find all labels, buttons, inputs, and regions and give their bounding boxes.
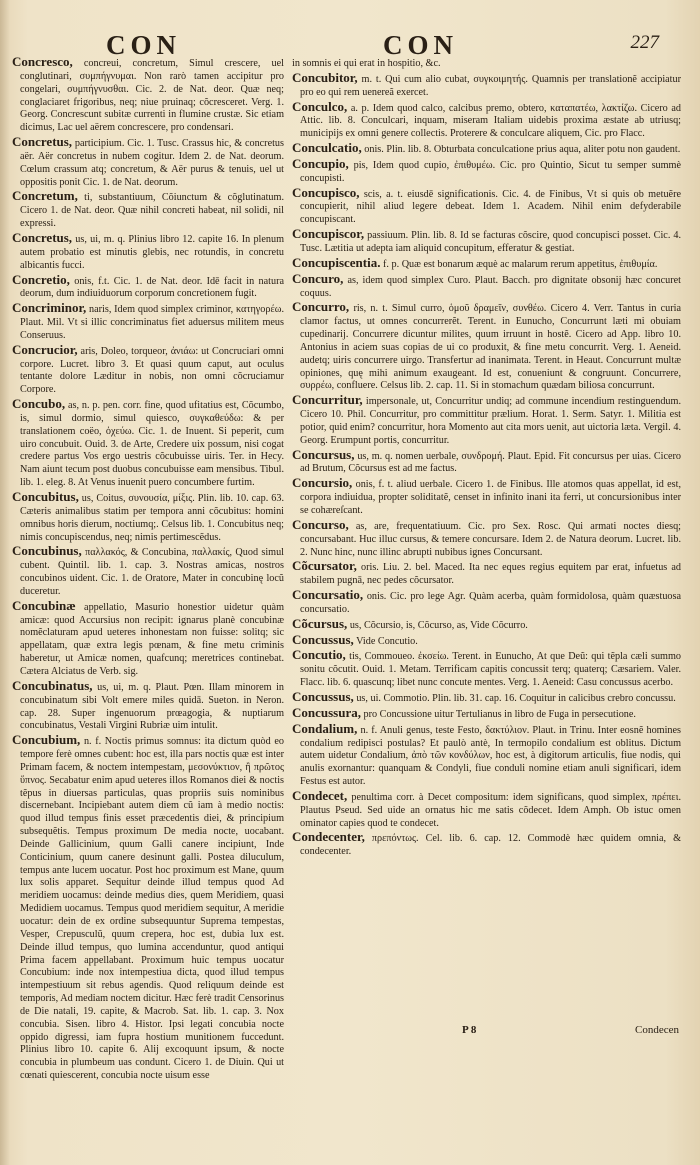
entry-definition: participium. Cic. 1. Tusc. Crassus hic, & concretus aër. Aër concretus in nubem cogitur. Idem 2. de Nat. deorum. Cœlum crassum atq; concretum, & Aër purus & tenuis, uel ut oppositis ponit Cic. 1. de Nat. deorum. [20, 138, 284, 188]
entry-headword: Concursus, [292, 446, 355, 462]
entry-definition: scis, a. t. eiusdē significationis. Cic. 4. de Finibus, Vt si quis ob metuẽre concupierit, nihil aliud legere debeat. Idem 1. Academ. Nihil enim defyderabile concupiscant. [300, 188, 681, 226]
entry-headword: Concutio, [292, 647, 346, 663]
dictionary-entry [12, 302, 284, 343]
dictionary-entry [292, 589, 681, 617]
entry-headword: Concussura, [292, 704, 361, 720]
dictionary-entry [292, 184, 681, 228]
entry-definition: passiuum. Plin. lib. 8. Id se facturas cõscire, quod concupisci posset. Cic. 4. Tusc. Lætitia ut adepta iam aliquid concupitum, efferatur & gestiat. [300, 230, 681, 254]
dictionary-entry [292, 477, 681, 518]
entry-headword: Concurro, [292, 299, 350, 315]
entry-definition: as, idem quod simplex Curo. Plaut. Bacch. pro dignitate obsonij hæc concuret coquus. [300, 274, 681, 299]
entry-headword: Condalium, [292, 720, 358, 736]
entry-definition: oris. Liu. 2. bel. Maced. Ita nec eques regius equitem par erat, infuetus ad stabilem pugnā, nec pedes cõcursator. [300, 562, 681, 587]
dictionary-entry [292, 254, 681, 272]
entry-headword: Concursatio, [292, 587, 364, 603]
dictionary-entry [12, 597, 284, 679]
dictionary-entry [292, 394, 681, 447]
entry-definition: m. t. Qui cum alio cubat, συγκοιμητής. Quamnis per translationẽ accipiatur pro eo qui rem uenereã exercet. [300, 73, 681, 98]
entry-definition: penultima corr. à Decet compositum: idem significans, quod simplex, πρέπει. Plautus Pseud. Sed uide an ornatus hic me satis cõdecet. Idem Amph. Ob istuc omen ominator capies quod te condecet. [300, 791, 681, 829]
entry-headword: Concrucior, [12, 341, 78, 357]
entry-headword: Condecenter, [292, 829, 365, 845]
catchword: Condecen [635, 1024, 679, 1036]
entry-headword: Concupio, [292, 155, 349, 171]
entry-headword: Concretio, [12, 271, 70, 287]
entry-headword: Concretus, [12, 229, 73, 245]
entry-definition: n. f. Anuli genus, teste Festo, δακτύλιον. Plaut. in Trinu. Inter eosnẽ homines condalium redipisci postulas? Et paulò antè, In termopilo condalium est oblitus. Dictum autem uidetur Condalium, ἀπὸ τῶν κονδύλων, hoc est, à digitorum articulis, fiue nodis, qui anulis exornantur: quanquam & Condyli, fiue conduli nomine etiam anuli significari, idem Festus est autor. [300, 724, 681, 788]
dictionary-entry [292, 688, 681, 706]
entry-headword: Concussus, [292, 631, 354, 647]
entry-headword: Concuro, [292, 270, 344, 286]
dictionary-entry [292, 446, 681, 477]
entry-definition: pis, Idem quod cupio, ἐπιθυμέω. Cic. pro Quintio, Sicut tu semper summè concupisti. [300, 159, 681, 184]
dictionary-entry [292, 155, 681, 186]
dictionary-entry [292, 56, 681, 71]
entry-definition: ti, substantiuum, Cõiunctum & cõglutinatum. Cicero 1. de Nat. deor. Quæ nihil concreti habeat, nil solidi, nil expressi. [20, 192, 284, 230]
entry-headword: Concussus, [292, 688, 354, 704]
entry-headword: Concubitus, [12, 489, 79, 504]
dictionary-entry [12, 491, 284, 544]
entry-definition: Vide Concutio. [356, 635, 418, 647]
dictionary-entry [12, 56, 284, 135]
entry-definition: ris, n. t. Simul curro, ὁμοῦ δραμεῖν, συνθέω. Cicero 4. Verr. Tantus in curia clamor factus, ut omnes concurrerẽt. Terent. in Eunucho, Concurrunt læti mi obuiam cupedinarij. Concurrere dicuntur milites, quum irruunt in hostẽ. Cicero ad App. libro 10. Antonius in aciem suas copias de ui co produxit, & fine metu concurrit. Verg. 1. Aeneid. audetq; uiris concurrere uirgo. Transfertur ad inanimata. Terent. in Heaut. Concurrunt multæ opiniones, quę mihi animum exaugeant. Id est, conueniunt & congruunt. Concurrere, συρρέω, confluere. Celsus lib. 2. cap. 11. Si in stomachum quædam biliosa concurrunt. [300, 303, 681, 392]
entry-headword: Conculco, [292, 98, 348, 114]
entry-definition: tis, Commoueo. ἐκσείω. Terent. in Eunucho, At que Deũ: qui tẽpla cæli summo sonitu cõcutit. Ouid. 1. Metam. Terrificam capitis concussit terq; quaterq; Cæsariem. Valer. Flacc. lib. 6. quascunq; libet nunc concute mentes. Verg. 1. Aeneid: Casu concussus acerbo. [300, 651, 681, 689]
entry-headword: Cõcursator, [292, 558, 357, 574]
gutter-shadow [0, 0, 10, 1165]
entry-definition: appellatio, Masurio honestior uidetur quàm amicæ: quod Accursius non recipit: ignarus planè concubinæ nomẽclaturam apud ueteres inhonestam non fuisse: solitq; sic appellatam, quæ extra legis pœnam, & fine metu criminis haberetur, ut Amicæ nomen, quafcunq; meretrices continebat. Cætera Alciatus de Verb. sig. [20, 601, 284, 677]
running-header [0, 26, 700, 60]
entry-definition: us, ui, m. q. Plinius libro 12. capite 16. In plenum autem probatio est minutis glebis, nec rotundis, in concretu albicantis fucci. [20, 233, 284, 271]
left-column [12, 56, 284, 1116]
signature-mark: P 8 [462, 1024, 477, 1036]
dictionary-entry [12, 398, 284, 490]
entry-headword: Concurritur, [292, 392, 363, 408]
entry-headword: Concriminor, [12, 300, 87, 316]
entry-definition: in somnis ei qui erat in hospitio, &c. [292, 58, 441, 69]
entry-headword: Concubo, [12, 396, 66, 412]
dictionary-entry [292, 615, 681, 633]
dictionary-entry [292, 831, 681, 859]
entry-headword: Concretum, [12, 188, 78, 204]
entry-definition: impersonale, ut, Concurritur undiq; ad commune incendium restinguendum. Cicero 10. Phil. Concurritur, pro committitur prælium. Horat. 1. Serm. Satyr. 1. Militia est potior, quid enim? concurritur, hora Momento aut cita mors uenit, aut uictoria læta. Vergil. 4. Georg. Erumpunt portis, concurritur. [300, 396, 681, 446]
entry-headword: Concupiscor, [292, 226, 365, 242]
entry-headword: Condecet, [292, 787, 348, 803]
dictionary-entry [292, 516, 681, 560]
entry-headword: Concubium, [12, 732, 81, 748]
page-footer [292, 1024, 681, 1040]
dictionary-entry [12, 545, 284, 598]
dictionary-entry [292, 228, 681, 256]
entry-definition: pro Concussione uitur Tertulianus in libro de Fuga in persecutione. [363, 708, 636, 720]
entry-definition: us, ui, m. q. Plaut. Pœn. Illam minorem in concubinatum sibi Volt emere miles quidā. Sueton. in Neron. cap. 28. Super ingenuorum prœagogia, & nuptiarum concubinatus, Vestali Virgini Rubriæ uim intulit. [20, 681, 284, 732]
entry-definition: onis, f.t. Cic. 1. de Nat. deor. Idē facit in natura deorum, dum indiuiduorum corporum concretionem fugit. [20, 275, 284, 300]
entry-definition: us, Cõcursio, is, Cõcurso, as, Vide Cõcurro. [349, 619, 528, 631]
entry-headword: Cõcursus, [292, 615, 348, 631]
dictionary-entry [292, 787, 681, 831]
entry-headword: Concupisco, [292, 184, 360, 200]
header-word-right: CON [383, 30, 458, 60]
dictionary-entry [12, 677, 284, 733]
entry-definition: onis. Plin. lib. 8. Obturbata conculcatione prius aqua, aliter potu non gaudent. [364, 144, 681, 156]
entry-definition: a. p. Idem quod calco, calcibus premo, obtero, καταπατέω, λακτίζω. Cicero ad Attic. lib. 8. Conculcari, inquam, miseram Italiam uidebis proxima æstate ab utriusq; municipijs ex omni genere collectis. Proterere & conculcare aliquem, Cic. pro Flacc. [300, 102, 681, 140]
entry-definition: naris, Idem quod simplex criminor, κατηγορέω. Plaut. Mil. Vt si illic concriminatus fiet aduersus militem meus Conseruus. [20, 304, 284, 341]
entry-headword: Concresco, [12, 56, 73, 69]
dictionary-entry [292, 704, 681, 722]
entry-definition: παλλακός, & Concubina, παλλακίς, Quod simul cubent. Quintil. lib. 1. cap. 3. Nostras amicas, nostros concubinos uident. Cic. 1. de Oratore, Mater in concubinę locũ duceretur. [20, 547, 284, 597]
entry-headword: Concretus, [12, 134, 73, 150]
entry-definition: onis, f. t. aliud uerbale. Cicero 1. de Finibus. Ille atomos quas appellat, id est, corpora indiuidua, propter soliditatẽ, censet in infinito inani ita ferri, ut concursionibus inter se cohæreſcant. [300, 479, 681, 516]
right-column [292, 56, 681, 1116]
entry-definition: as, are, frequentatiuum. Cic. pro Sex. Rosc. Qui armati noctes diesq; concursabant. Huc illuc cursus, & temere concursare. Idem 2. de Natura deorum. Lucret. lib. 2. Nunc hinc, nunc illinc abrupti nubibus ignes Concursant. [300, 520, 681, 558]
entry-headword: Concubinus, [12, 543, 82, 559]
dictionary-entry [292, 649, 681, 690]
dictionary-entry [292, 98, 681, 142]
entry-headword: Conculcatio, [292, 140, 362, 156]
entry-definition: us, m. q. nomen uerbale, συνδρομή. Plaut. Epid. Fit concursus per uias. Cicero ad Brutum, Cõcursus est ad me factus. [300, 450, 681, 475]
dictionary-entry [12, 190, 284, 231]
entry-headword: Concubinatus, [12, 677, 93, 693]
dictionary-entry [292, 142, 681, 157]
entry-definition: f. p. Quæ est bonarum æquè ac malarum rerum appetitus, ἐπιθυμία. [383, 258, 658, 270]
dictionary-entry [12, 341, 284, 397]
entry-definition: concreui, concretum, Simul crescere, uel conglutinari, συμπήγνυμαι. Non rarò tamen accipitur pro congelari, συμπήγνυσθαι. Cic. 2. de Nat. deor. Quæ neq; conglaciaret frigoribus, neq; niue pruinaq; cõcresceret. Verg. 1. Georg. Concrescunt subitæ currenti in flumine crustæ. Sic etiam dicimus, Lac uel aërem concrescere, pro condensari. [20, 58, 284, 134]
entry-headword: Concubitor, [292, 69, 358, 85]
dictionary-entry [292, 720, 681, 789]
entry-definition: πρεπόντως. Cel. lib. 6. cap. 12. Commodè hæc quidem omnia, & condecenter. [300, 833, 681, 858]
entry-definition: us, ui. Commotio. Plin. lib. 31. cap. 16. Coquitur in calicibus crebro concussu. [356, 692, 676, 704]
entry-headword: Concubinæ [12, 597, 76, 613]
entry-headword: Concursio, [292, 475, 353, 491]
page-number: 227 [630, 32, 659, 53]
entry-definition: us, Coitus, συνουσία, μίξις. Plin. lib. 10. cap. 63. Cæteris animalibus statim per tempora anni cõcubitus: homini omnibus horis dierum, noctiumq;. Celsus lib. 1. Concubitus neq; nimis concupiscendus, neq; nimis pertimescẽdus. [20, 493, 284, 543]
entry-definition: onis. Cic. pro lege Agr. Quàm acerba, quàm formidolosa, quàm quæstuosa concursatio. [300, 591, 681, 615]
dictionary-entry [12, 229, 284, 273]
dictionary-entry [12, 136, 284, 189]
entry-definition: as, n. p. pen. corr. fine, quod ufitatius est, Cõcumbo, is, simul dormio, simul quiesco, συγκαθεύδω: & per translationem coëo, ὀχεύω. Cic. 1. de Inuent. Si peperit, cum uiro concubuit. Ouid. 3. de Arte, Credere uix possum, nisi cogat credere partus Vos ergo uestris cõcubuisse uiris. Ter. in Hecy. Nam aiunt tecum post duobus concubuisse eam mensibus. Tibul. lib. 1. eleg. 8. At Venus inuenit puero concumbere furtim. [20, 400, 284, 489]
entry-definition: n. f. Noctis primus somnus: ita dictum quòd eo tempore ferè omnes cubent: hoc est, illa pars noctis quæ est inter Primam facem, & noctem intempestam, μεσονύκτιον, ἢ πρῶτος ὕπνος. Secabatur enim apud ueteres illos Romanos diei & noctis tẽpus in diuersas particulas, quas propriis suis nominibus discernebant. Incipiebant autem diem cũ iam à medio noctis: quod illud tempus finis esset præcedentis diei, & principium subsequẽtis. Tempus proximum De media nocte, uocabant. Deinde Gallicinium, quum Galli canere incipiunt, Inde Conticinium, quum canere desinunt galli. Postea diluculum, tempus ante lucem uocatur. Post hoc proximum est Mane, quum lux solis apparet. Sequitur deinde illud tempus quod Ad meridiem uocamus: deinde medius dies, quem Meridiem, quasi Medidiem uocamus. Tempus quod meridiem sequitur, A meridie uocatur: dein de ex ordine subsequuntur Suprema tempestas, Vesper, Crepusculũ, quum crepera, hoc est, dubia lux est. Deinde illud tempus, quo lumina accenduntur, quod antiqui Prima facem appellabant. Proximum huic tempus uocatur Concubium: inde nox intempestiua dicta, quod illud tempus intempestiuum sit rebus agendis. Quod reliquum deinde est temporis, Ad mediam noctem dicitur. Hæc ferè tradit Censorinus de Die natali, 19. capite, & Macrob. Sat. lib. 1. cap. 3. Nox concubia. Sisen. libro 4. Histor. Ipsi legati concubia nocte oppido digressi, iam fupra hostium munitionem fuccedunt. Plinius libro 10. capite 6. Alij excoquunt ipsum, & nocte concubia in plumbeum uas condunt. Cicero 1. de Diuin. Qui ut cœnati quiescerent, concubia nocte uisum esse [20, 736, 284, 1082]
dictionary-entry [292, 301, 681, 393]
entry-definition: aris, Doleo, torqueor, ἀνιάω: ut Concruciari omni corpore. Lucret. libro 3. Et quasi quum caput, aut oculus tentante dolore Læditur in nobis, non omni cõcruciamur Corpore. [20, 345, 284, 396]
dictionary-entry [292, 69, 681, 100]
header-word-left: CON [106, 30, 181, 60]
entry-headword: Concupiscentia. [292, 254, 381, 270]
dictionary-entry [12, 271, 284, 302]
dictionary-entry [292, 270, 681, 301]
dictionary-entry [12, 734, 284, 1083]
entry-headword: Concurso, [292, 516, 349, 532]
dictionary-entry [292, 631, 681, 649]
dictionary-entry [292, 560, 681, 588]
